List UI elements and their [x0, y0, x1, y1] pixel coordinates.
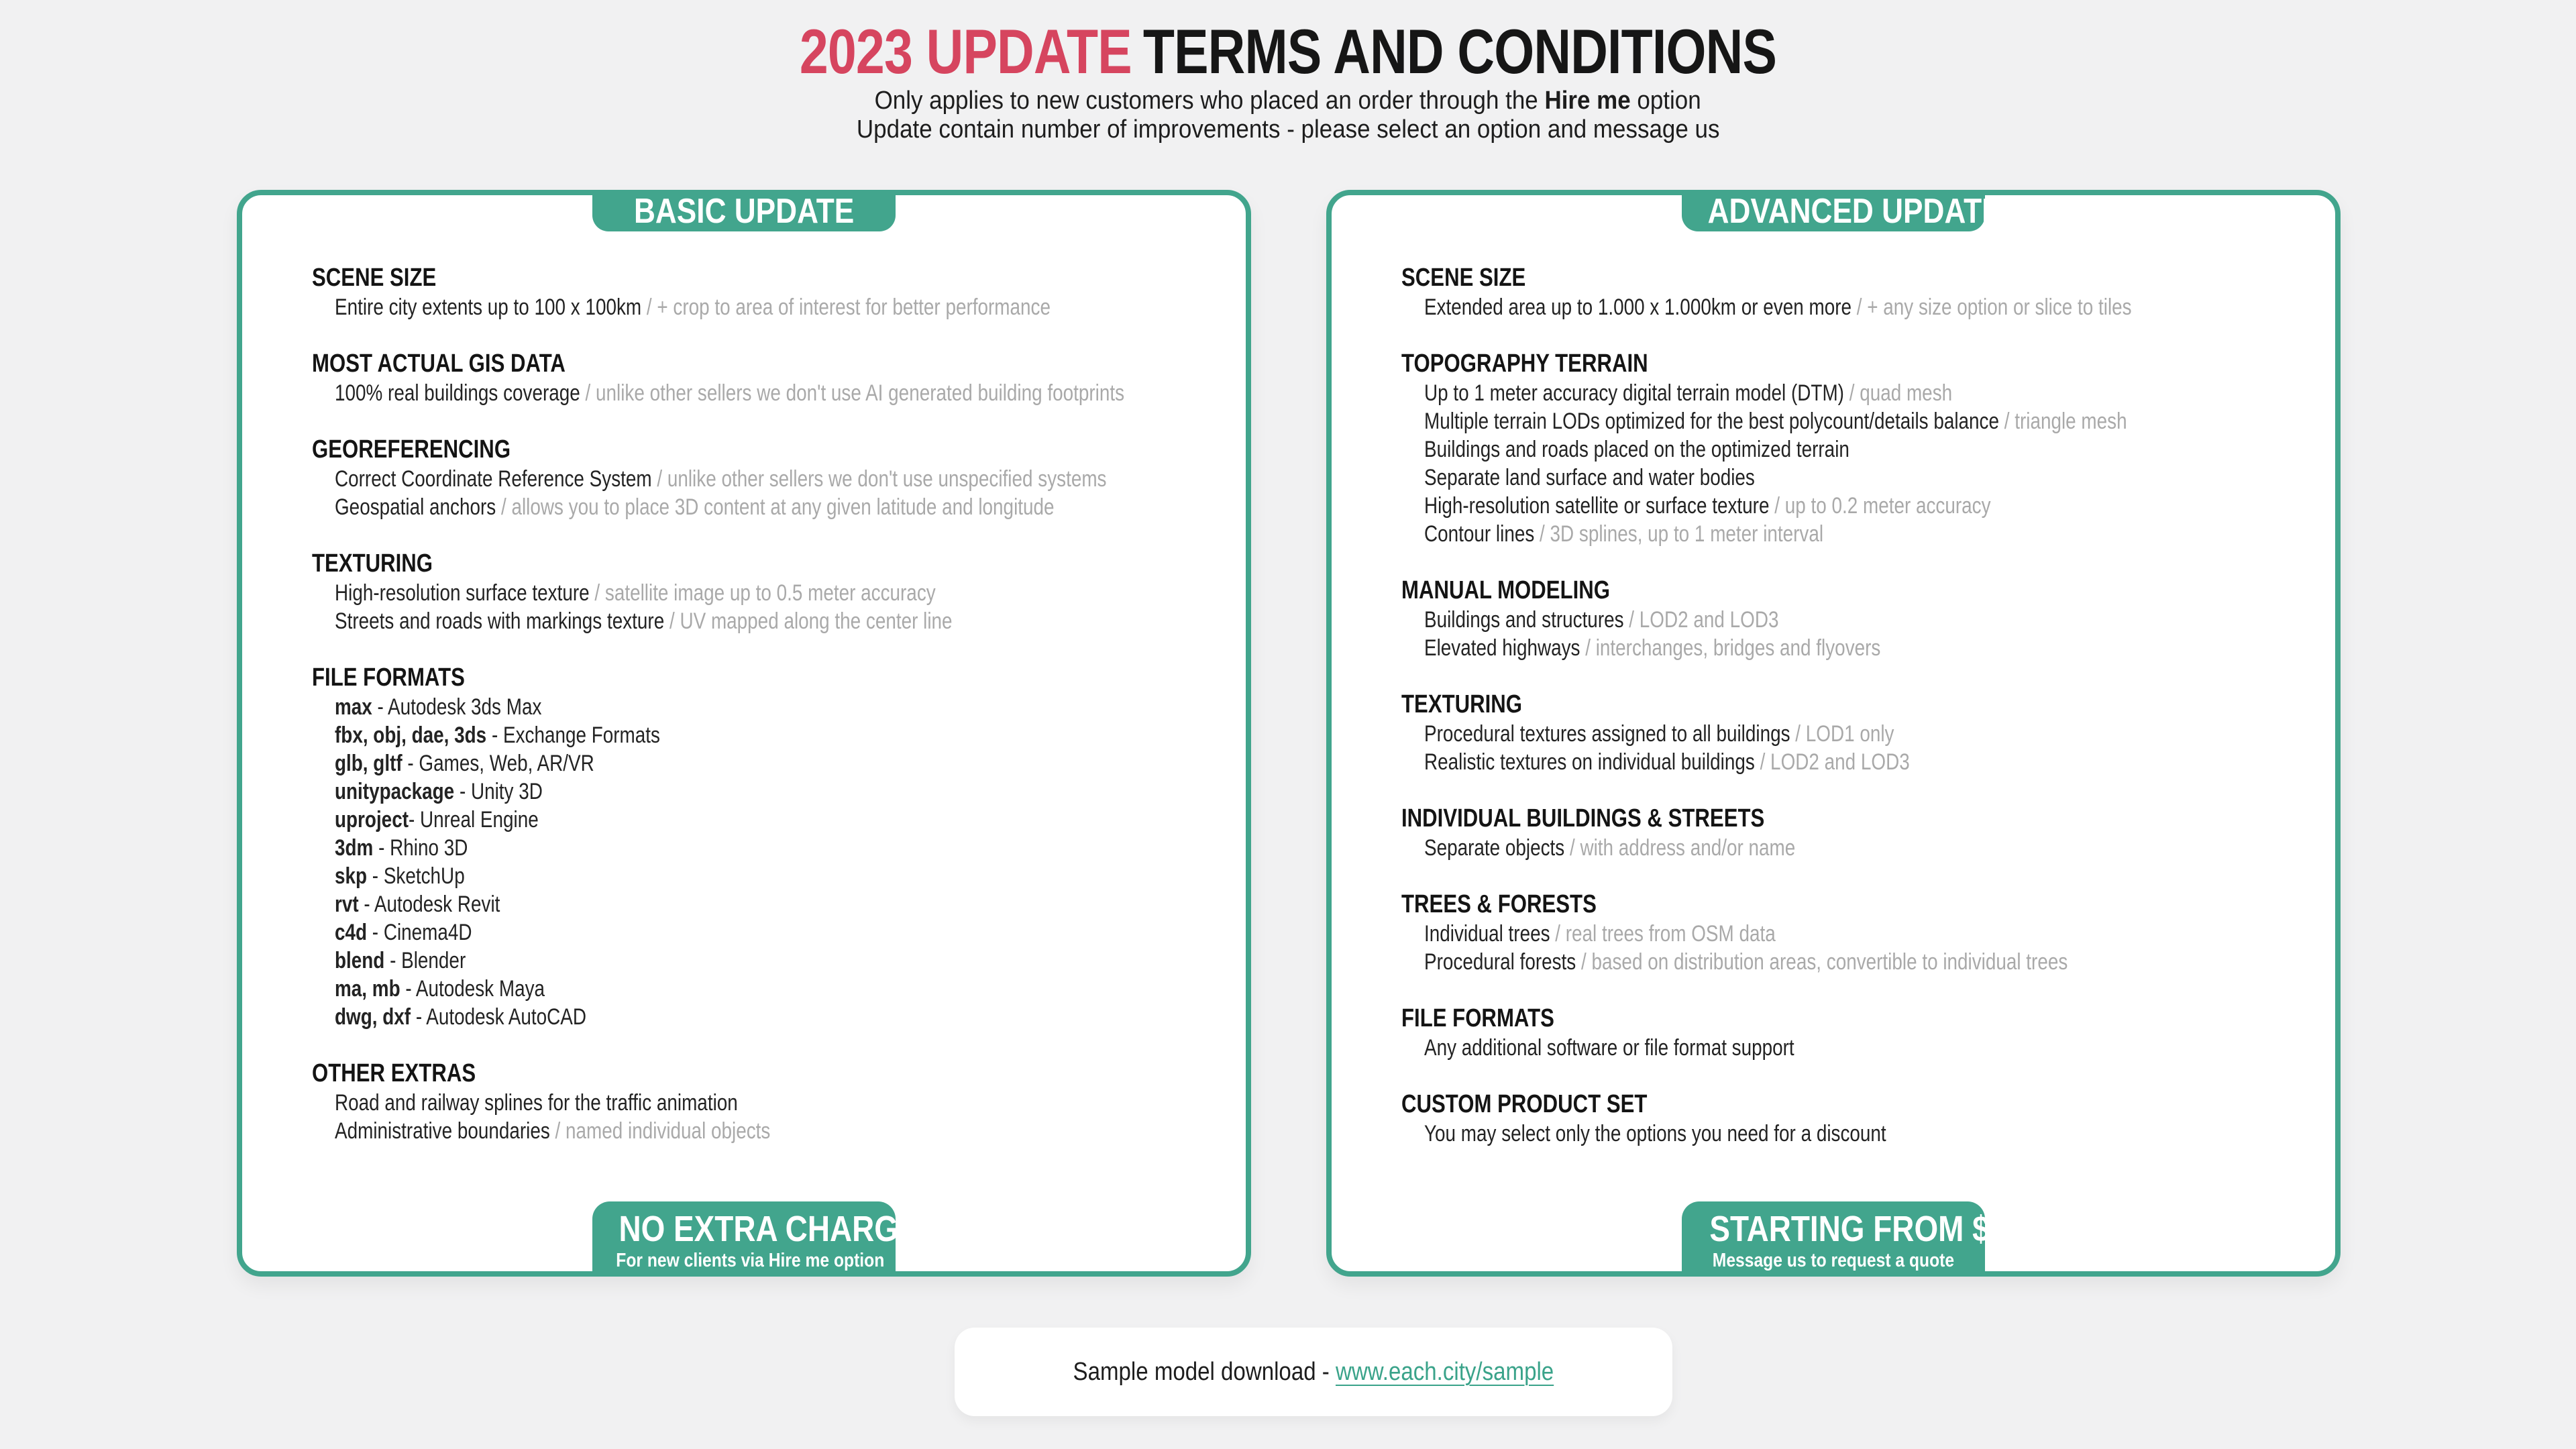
section-title: SCENE SIZE [1401, 264, 1526, 292]
feature-text: Realistic textures on individual buildings [1424, 749, 1755, 775]
file-format-extension: glb, gltf [335, 751, 402, 776]
section [1401, 348, 2298, 548]
feature-text: - Games, Web, AR/VR [402, 751, 594, 776]
sample-download-text: Sample model download - [1073, 1358, 1336, 1386]
feature-note: / allows you to place 3D content at any given latitude and longitude [496, 494, 1055, 520]
feature-note: / + any size option or slice to tiles [1851, 294, 2132, 320]
feature-item [312, 1117, 1208, 1145]
section-title: MOST ACTUAL GIS DATA [312, 350, 566, 378]
feature-text: Multiple terrain LODs optimized for the best polycount/details balance [1424, 409, 1999, 434]
feature-text: Up to 1 meter accuracy digital terrain model (DTM) [1424, 380, 1844, 406]
badge-title: STARTING FROM $99 [1709, 1209, 2024, 1249]
feature-text: 100% real buildings coverage [335, 380, 580, 406]
feature-text: You may select only the options you need for a discount [1424, 1121, 1886, 1146]
file-format-extension: skp [335, 863, 368, 889]
feature-item [312, 693, 1208, 721]
feature-item [312, 607, 1208, 635]
feature-item [1401, 379, 2298, 407]
section-title: MANUAL MODELING [1401, 576, 1611, 604]
feature-text: Buildings and roads placed on the optimized terrain [1424, 437, 1849, 462]
file-format-extension: c4d [335, 920, 368, 945]
feature-note: / LOD1 only [1790, 721, 1894, 747]
feature-text: Procedural textures assigned to all buildings [1424, 721, 1790, 747]
feature-item [312, 777, 1208, 806]
feature-item [312, 918, 1208, 947]
feature-item [1401, 920, 2298, 948]
tab-label: ADVANCED UPDATE [1707, 192, 2002, 231]
file-format-extension: ma, mb [335, 976, 400, 1002]
section-title: TEXTURING [1401, 690, 1523, 718]
section-title: FILE FORMATS [312, 663, 465, 692]
badge-title: NO EXTRA CHARGE [619, 1209, 919, 1249]
feature-text: Road and railway splines for the traffic animation [335, 1090, 738, 1116]
page-header [0, 17, 2576, 144]
feature-text: Individual trees [1424, 921, 1550, 947]
section-title: TREES & FORESTS [1401, 890, 1597, 918]
title-accent: 2023 UPDATE [799, 16, 1132, 87]
file-format-extension: 3dm [335, 835, 374, 861]
feature-item [312, 721, 1208, 749]
feature-item [1401, 1034, 2298, 1062]
subtitle-text: Only applies to new customers who placed an order through the [874, 87, 1545, 115]
feature-note: / triangle mesh [1998, 409, 2127, 434]
feature-item [312, 579, 1208, 607]
section [312, 348, 1208, 407]
feature-item [1401, 606, 2298, 634]
section [1401, 889, 2298, 976]
badge-subtitle: Message us to request a quote [1712, 1250, 1955, 1271]
sample-download-line [955, 1328, 1672, 1416]
feature-note: / satellite image up to 0.5 meter accuracy [589, 580, 936, 606]
file-format-extension: uproject [335, 807, 409, 833]
feature-item [1401, 492, 2298, 520]
starting-from-99-badge [1682, 1201, 2024, 1277]
section [312, 262, 1208, 321]
hire-me-label: Hire me [1544, 87, 1631, 115]
feature-note: / 3D splines, up to 1 meter interval [1534, 521, 1824, 547]
feature-note: / quad mesh [1843, 380, 1953, 406]
feature-text: - Rhino 3D [373, 835, 468, 861]
feature-item [1401, 748, 2298, 776]
feature-note: / LOD2 and LOD3 [1754, 749, 1910, 775]
feature-text: Entire city extents up to 100 x 100km [335, 294, 642, 320]
feature-item [1401, 407, 2298, 435]
feature-item [312, 293, 1208, 321]
feature-note: / named individual objects [549, 1118, 771, 1144]
section [1401, 689, 2298, 776]
feature-text: - Cinema4D [367, 920, 472, 945]
feature-item [312, 834, 1208, 862]
file-format-extension: dwg, dxf [335, 1004, 411, 1030]
section-title: SCENE SIZE [312, 264, 437, 292]
section [1401, 1089, 2298, 1148]
section [312, 548, 1208, 635]
feature-item [1401, 834, 2298, 862]
feature-note: / with address and/or name [1564, 835, 1796, 861]
feature-text: - Unity 3D [454, 779, 543, 804]
feature-text: Geospatial anchors [335, 494, 496, 520]
feature-item [312, 947, 1208, 975]
feature-note: / UV mapped along the center line [664, 608, 953, 634]
subtitle-text: option [1631, 87, 1702, 115]
section-title: INDIVIDUAL BUILDINGS & STREETS [1401, 804, 1765, 833]
feature-text: Extended area up to 1.000 x 1.000km or even more [1424, 294, 1851, 320]
sample-download-card [955, 1328, 1672, 1416]
feature-note: / interchanges, bridges and flyovers [1580, 635, 1881, 661]
feature-text: - Autodesk Maya [400, 976, 545, 1002]
feature-item [312, 806, 1208, 834]
basic-update-sections [312, 262, 1208, 1172]
feature-text: - Autodesk 3ds Max [372, 694, 542, 720]
feature-text: Any additional software or file format support [1424, 1035, 1794, 1061]
basic-update-panel [237, 190, 1251, 1277]
feature-item [312, 890, 1208, 918]
section-title: OTHER EXTRAS [312, 1059, 476, 1087]
subtitle-line2: Update contain number of improvements - please select an option and message us [856, 115, 1720, 144]
tab-label: BASIC UPDATE [633, 192, 855, 231]
basic-update-tab [592, 190, 896, 231]
section-title: GEOREFERENCING [312, 435, 511, 464]
feature-note: / based on distribution areas, convertible to individual trees [1576, 949, 2068, 975]
feature-item [1401, 435, 2298, 464]
feature-text: Procedural forests [1424, 949, 1576, 975]
title-rest: TERMS AND CONDITIONS [1142, 16, 1777, 87]
feature-note: / LOD2 and LOD3 [1623, 607, 1779, 633]
section-title: CUSTOM PRODUCT SET [1401, 1090, 1648, 1118]
feature-item [312, 1003, 1208, 1031]
feature-text: Contour lines [1424, 521, 1535, 547]
file-format-extension: blend [335, 948, 385, 973]
feature-item [1401, 464, 2298, 492]
feature-note: / real trees from OSM data [1550, 921, 1776, 947]
advanced-update-tab [1682, 190, 2002, 231]
badge-subtitle: For new clients via Hire me option [616, 1250, 885, 1271]
feature-item [1401, 1120, 2298, 1148]
section [1401, 1003, 2298, 1062]
feature-text: Administrative boundaries [335, 1118, 550, 1144]
feature-text: - Blender [384, 948, 466, 973]
feature-text: Elevated highways [1424, 635, 1580, 661]
feature-item [312, 975, 1208, 1003]
feature-text: High-resolution surface texture [335, 580, 590, 606]
section-title: TOPOGRAPHY TERRAIN [1401, 350, 1648, 378]
feature-item [312, 379, 1208, 407]
feature-item [312, 862, 1208, 890]
section [312, 662, 1208, 1031]
feature-item [1401, 634, 2298, 662]
section [1401, 262, 2298, 321]
feature-text: Buildings and structures [1424, 607, 1624, 633]
feature-text: - SketchUp [367, 863, 465, 889]
feature-text: Separate objects [1424, 835, 1565, 861]
feature-note: / up to 0.2 meter accuracy [1769, 493, 1991, 519]
feature-item [312, 749, 1208, 777]
feature-item [1401, 720, 2298, 748]
file-format-extension: fbx, obj, dae, 3ds [335, 722, 487, 748]
section [312, 434, 1208, 521]
section-title: FILE FORMATS [1401, 1004, 1554, 1032]
feature-note: / unlike other sellers we don't use unspecified systems [651, 466, 1107, 492]
subtitle-line1 [0, 87, 2576, 115]
section-title: TEXTURING [312, 549, 433, 578]
feature-text: Streets and roads with markings texture [335, 608, 665, 634]
feature-item [312, 465, 1208, 493]
advanced-update-sections [1401, 262, 2298, 1175]
feature-item [312, 493, 1208, 521]
feature-item [312, 1089, 1208, 1117]
feature-item [1401, 293, 2298, 321]
feature-text: - Autodesk AutoCAD [411, 1004, 586, 1030]
no-extra-charge-badge [592, 1201, 919, 1277]
sample-download-link[interactable]: www.each.city/sample [1336, 1358, 1554, 1386]
feature-item [1401, 520, 2298, 548]
advanced-update-panel [1326, 190, 2341, 1277]
feature-text: - Unreal Engine [408, 807, 539, 833]
feature-text: High-resolution satellite or surface texture [1424, 493, 1770, 519]
feature-note: / unlike other sellers we don't use AI generated building footprints [580, 380, 1125, 406]
file-format-extension: rvt [335, 892, 359, 917]
section [1401, 575, 2298, 662]
section [312, 1058, 1208, 1145]
feature-text: - Exchange Formats [486, 722, 660, 748]
file-format-extension: unitypackage [335, 779, 455, 804]
feature-note: / + crop to area of interest for better performance [641, 294, 1051, 320]
feature-text: Correct Coordinate Reference System [335, 466, 652, 492]
section [1401, 803, 2298, 862]
feature-text: Separate land surface and water bodies [1424, 465, 1755, 490]
file-format-extension: max [335, 694, 372, 720]
feature-text: - Autodesk Revit [358, 892, 500, 917]
page-title [0, 17, 2576, 86]
feature-item [1401, 948, 2298, 976]
